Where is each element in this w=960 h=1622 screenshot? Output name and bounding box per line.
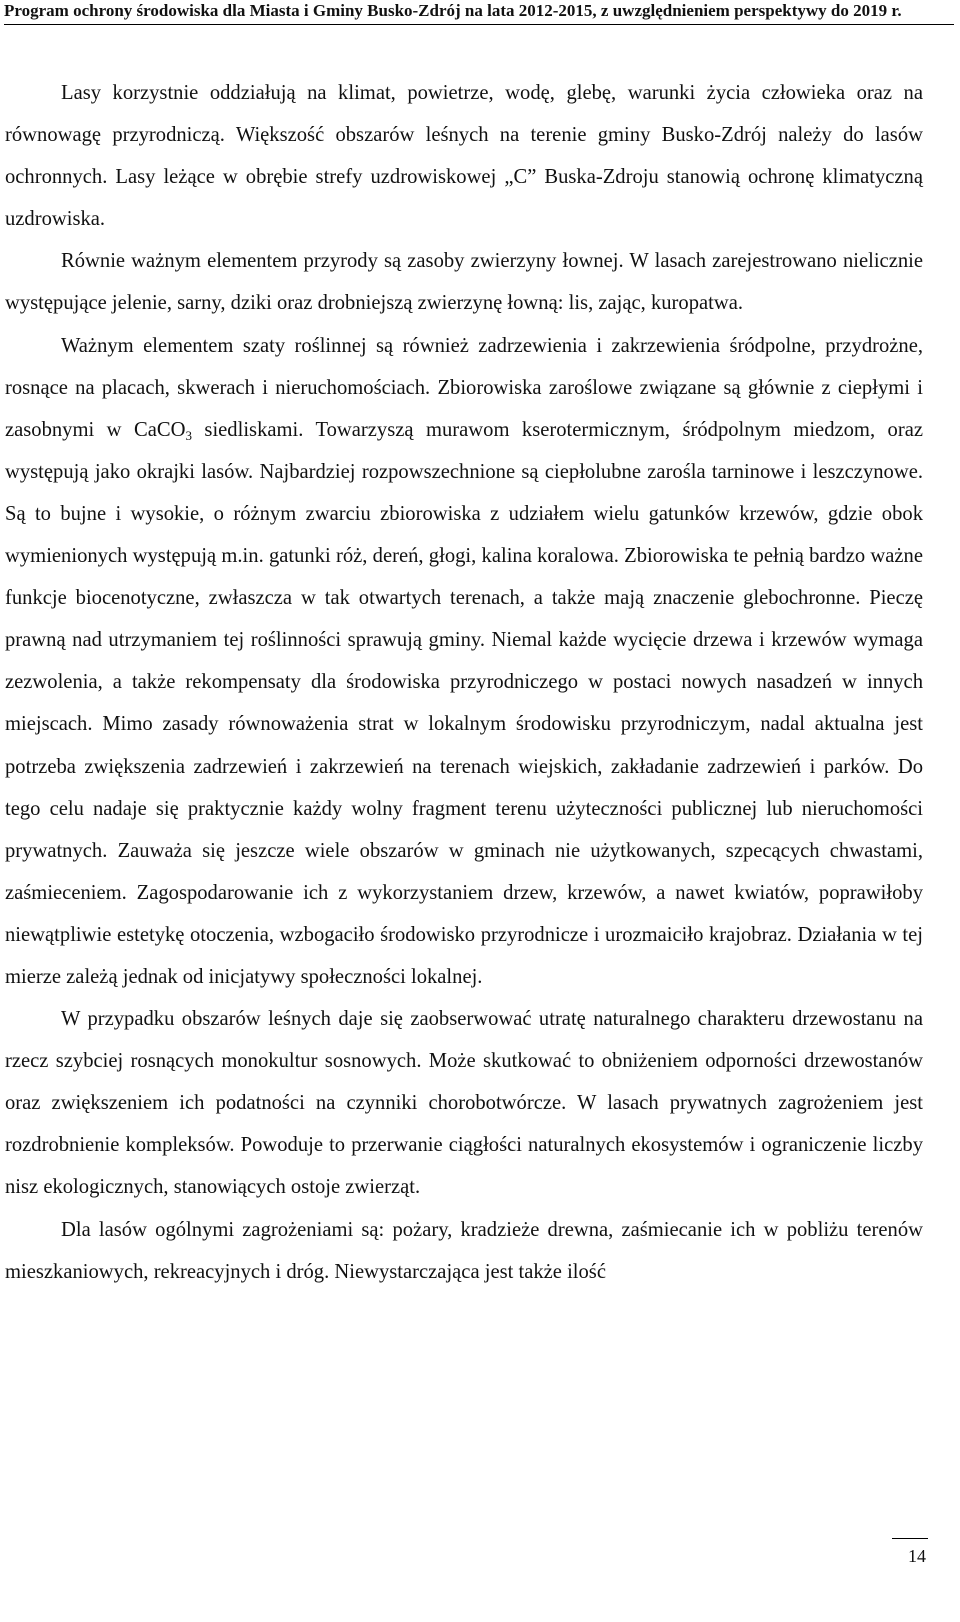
running-header: Program ochrony środowiska dla Miasta i Gminy Busko-Zdrój na lata 2012-2015, z uwzględnieniem perspektywy do 2019 r. — [4, 1, 902, 20]
paragraph-woodlots — [5, 325, 923, 999]
header-rule — [4, 24, 954, 25]
page-number: 14 — [908, 1546, 926, 1566]
paragraph-threats: Dla lasów ogólnymi zagrożeniami są: pożary, kradzieże drewna, zaśmiecanie ich w pobliżu terenów mieszkaniowych, rekreacyjnych i dróg. Niewystarczająca jest także ilość — [5, 1218, 923, 1283]
paragraph-game-animals: Równie ważnym elementem przyrody są zasoby zwierzyny łownej. W lasach zarejestrowano nielicznie występujące jelenie, sarny, dziki oraz drobniejszą zwierzynę łowną: lis, zając, kuropatwa. — [5, 250, 923, 315]
paragraph-monocultures: W przypadku obszarów leśnych daje się zaobserwować utratę naturalnego charakteru drzewostanu na rzecz szybciej rosnących monokultur sosnowych. Może skutkować to obniżeniem odporności drzewostanów oraz zwiększeniem ich podatności na czynniki chorobotwórcze. W lasach prywatnych zagrożeniem jest rozdrobnienie kompleksów. Powoduje to przerwanie ciągłości naturalnych ekosystemów i ograniczenie liczby nisz ekologicznych, stanowiących ostoje zwierząt. — [5, 1008, 923, 1199]
paragraph-woodlots-part-2: siedliskami. Towarzyszą murawom kserotermicznym, śródpolnym miedzom, oraz występują jako okrajki lasów. Najbardziej rozpowszechnione są ciepłolubne zarośla tarninowe i leszczynowe. Są to bujne i wysokie, o różnym zwarciu zbiorowiska z udziałem wielu gatunków krzewów, gdzie obok wymienionych występują m.in. gatunki róż, dereń, głogi, kalina koralowa. Zbiorowiska te pełnią bardzo ważne funkcje biocenotyczne, zwłaszcza w tak otwartych terenach, a także mają znaczenie glebochronne. Pieczę prawną nad utrzymaniem tej roślinności sprawują gminy. Niemal każde wycięcie drzewa i krzewów wymaga zezwolenia, a także rekompensaty dla środowiska przyrodniczego w postaci nowych nasadzeń w innych miejscach. Mimo zasady równoważenia strat w lokalnym środowisku przyrodniczym, nadal aktualna jest potrzeba zwiększenia zadrzewień i zakrzewień na terenach wiejskich, zakładanie zadrzewień i parków. Do tego celu nadaje się praktycznie każdy wolny fragment terenu użyteczności publicznej lub nieruchomości prywatnych. Zauważa się jeszcze wiele obszarów w gminach nie użytkowanych, szpecących chwastami, zaśmieceniem. Zagospodarowanie ich z wykorzystaniem drzew, krzewów, a nawet kwiatów, poprawiłoby niewątpliwie estetykę otoczenia, wzbogaciło środowisko przyrodnicze i urozmaiciło krajobraz. Działania w tej mierze zależą jednak od inicjatywy społeczności lokalnej. — [5, 418, 923, 988]
body-text — [5, 72, 923, 1293]
footer-rule — [892, 1538, 928, 1539]
paragraph-forests-climate: Lasy korzystnie oddziałują na klimat, powietrze, wodę, glebę, warunki życia człowieka oraz na równowagę przyrodniczą. Większość obszarów leśnych na terenie gminy Busko-Zdrój należy do lasów ochronnych. Lasy leżące w obrębie strefy uzdrowiskowej „C” Buska-Zdroju stanowią ochronę klimatyczną uzdrowiska. — [5, 82, 923, 231]
caco3-subscript: 3 — [185, 427, 192, 443]
paragraph-woodlots-part-1: Ważnym elementem szaty roślinnej są również zadrzewienia i zakrzewienia śródpolne, przydrożne, rosnące na placach, skwerach i nieruchomościach. Zbiorowiska zaroślowe związane są głównie z ciepłymi i zasobnymi w CaCO — [5, 334, 923, 441]
